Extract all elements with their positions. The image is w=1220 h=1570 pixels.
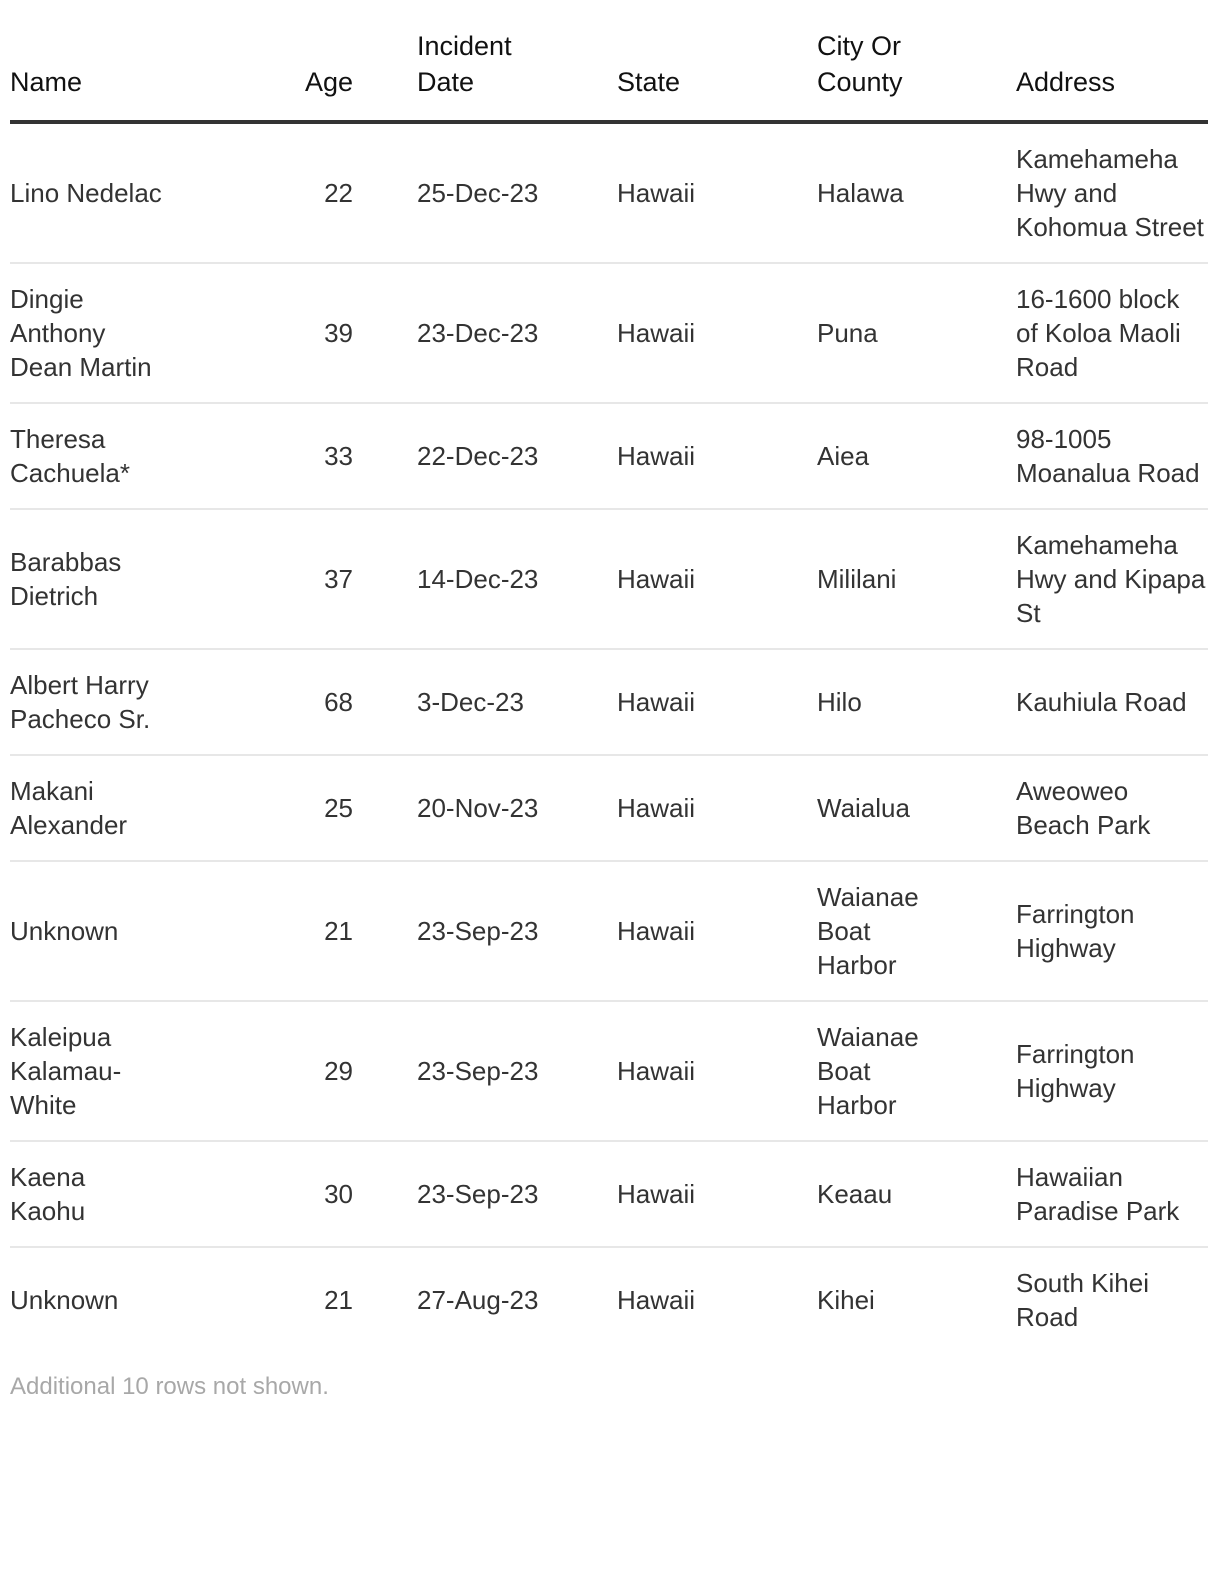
cell-incident-date: 3-Dec-23 bbox=[417, 649, 617, 755]
cell-address: Farrington Highway bbox=[1016, 861, 1208, 1001]
table-row bbox=[10, 263, 1208, 403]
cell-age: 29 bbox=[232, 1001, 417, 1141]
table-row bbox=[10, 1141, 1208, 1247]
cell-name: Theresa Cachuela* bbox=[10, 403, 232, 509]
cell-city-or-county: Aiea bbox=[817, 403, 1016, 509]
cell-address: 16-1600 block of Koloa Maoli Road bbox=[1016, 263, 1208, 403]
table-row bbox=[10, 1001, 1208, 1141]
cell-city-or-county: Halawa bbox=[817, 122, 1016, 263]
cell-name: Kaena Kaohu bbox=[10, 1141, 232, 1247]
cell-address: Kamehameha Hwy and Kohomua Street bbox=[1016, 122, 1208, 263]
cell-city-or-county: Puna bbox=[817, 263, 1016, 403]
cell-address: Kamehameha Hwy and Kipapa St bbox=[1016, 509, 1208, 649]
cell-city-or-county: Waialua bbox=[817, 755, 1016, 861]
cell-address: Aweoweo Beach Park bbox=[1016, 755, 1208, 861]
cell-city-or-county: Hilo bbox=[817, 649, 1016, 755]
table-row bbox=[10, 509, 1208, 649]
cell-city-or-county: Waianae Boat Harbor bbox=[817, 1001, 1016, 1141]
table-row bbox=[10, 403, 1208, 509]
incidents-table bbox=[10, 0, 1208, 1352]
cell-name: Barabbas Dietrich bbox=[10, 509, 232, 649]
column-header-city-or-county[interactable]: City Or County bbox=[817, 0, 1016, 122]
cell-city-or-county: Waianae Boat Harbor bbox=[817, 861, 1016, 1001]
cell-age: 30 bbox=[232, 1141, 417, 1247]
cell-state: Hawaii bbox=[617, 122, 817, 263]
cell-incident-date: 23-Sep-23 bbox=[417, 1001, 617, 1141]
column-header-state[interactable]: State bbox=[617, 0, 817, 122]
column-header-age[interactable]: Age bbox=[232, 0, 417, 122]
cell-state: Hawaii bbox=[617, 263, 817, 403]
cell-name: Unknown bbox=[10, 1285, 119, 1315]
cell-name: Unknown bbox=[10, 861, 232, 1001]
table-row bbox=[10, 861, 1208, 1001]
table-body bbox=[10, 122, 1208, 1352]
cell-incident-date: 22-Dec-23 bbox=[417, 403, 617, 509]
cell-age: 68 bbox=[232, 649, 417, 755]
cell-city-or-county: Keaau bbox=[817, 1141, 1016, 1247]
header-row bbox=[10, 0, 1208, 122]
cell-age: 25 bbox=[232, 755, 417, 861]
table-row bbox=[10, 755, 1208, 861]
cell-age: 21 bbox=[324, 1285, 353, 1315]
cell-city-or-county: Mililani bbox=[817, 509, 1016, 649]
cell-city-or-county: Kihei bbox=[817, 1285, 875, 1315]
cell-state: Hawaii bbox=[617, 1001, 817, 1141]
cell-name: Lino Nedelac bbox=[10, 122, 232, 263]
cell-incident-date: 23-Sep-23 bbox=[417, 861, 617, 1001]
table-row bbox=[10, 649, 1208, 755]
cell-name: Makani Alexander bbox=[10, 755, 232, 861]
cell-address: 98-1005 Moanalua Road bbox=[1016, 403, 1208, 509]
cell-state: Hawaii bbox=[617, 861, 817, 1001]
table-row bbox=[10, 1247, 1208, 1352]
cell-age: 33 bbox=[232, 403, 417, 509]
cell-address: Farrington Highway bbox=[1016, 1001, 1208, 1141]
cell-incident-date: 27-Aug-23 bbox=[417, 1285, 539, 1315]
cell-state: Hawaii bbox=[617, 403, 817, 509]
cell-state: Hawaii bbox=[617, 755, 817, 861]
footnote: Additional 10 rows not shown. bbox=[10, 1373, 329, 1400]
cell-name: Dingie Anthony Dean Martin bbox=[10, 263, 232, 403]
table-header bbox=[10, 0, 1208, 122]
cell-state: Hawaii bbox=[617, 649, 817, 755]
column-header-incident-date[interactable]: Incident Date bbox=[417, 0, 617, 122]
cell-address: South Kihei Road bbox=[1016, 1268, 1149, 1332]
cell-state: Hawaii bbox=[617, 509, 817, 649]
cell-age: 39 bbox=[232, 263, 417, 403]
cell-age: 37 bbox=[232, 509, 417, 649]
column-header-name[interactable]: Name bbox=[10, 0, 232, 122]
cell-incident-date: 20-Nov-23 bbox=[417, 755, 617, 861]
cell-name: Albert Harry Pacheco Sr. bbox=[10, 649, 232, 755]
cell-state: Hawaii bbox=[617, 1141, 817, 1247]
cell-state: Hawaii bbox=[617, 1285, 696, 1315]
cell-age: 22 bbox=[232, 122, 417, 263]
cell-address: Kauhiula Road bbox=[1016, 649, 1208, 755]
cell-incident-date: 25-Dec-23 bbox=[417, 122, 617, 263]
cell-age: 21 bbox=[232, 861, 417, 1001]
cell-incident-date: 14-Dec-23 bbox=[417, 509, 617, 649]
cell-incident-date: 23-Dec-23 bbox=[417, 263, 617, 403]
column-header-address[interactable]: Address bbox=[1016, 0, 1208, 122]
cell-incident-date: 23-Sep-23 bbox=[417, 1141, 617, 1247]
cell-address: Hawaiian Paradise Park bbox=[1016, 1141, 1208, 1247]
table-row bbox=[10, 122, 1208, 263]
cell-name: Kaleipua Kalamau-White bbox=[10, 1001, 232, 1141]
